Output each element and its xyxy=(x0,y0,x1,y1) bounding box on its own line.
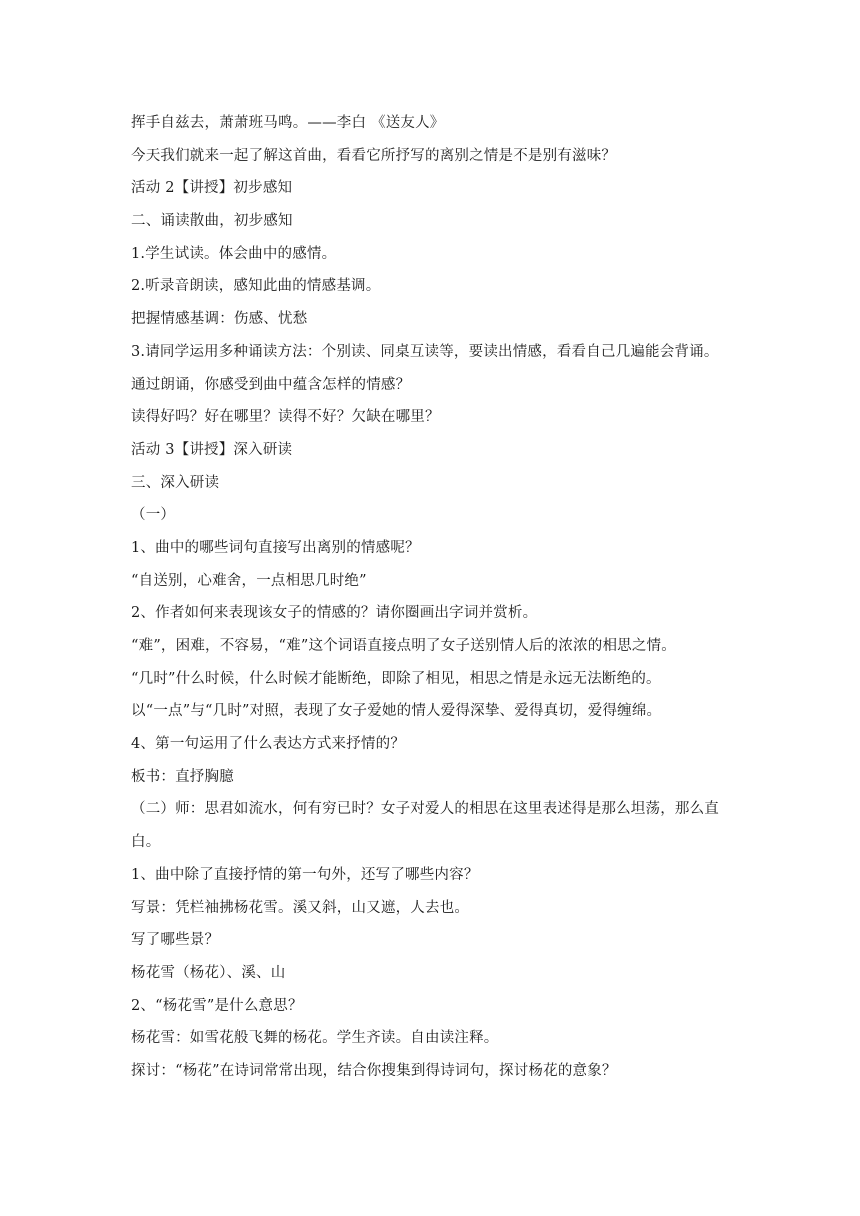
text-line: 杨花雪（杨花）、溪、山 xyxy=(131,964,286,981)
subsection-heading: （一） xyxy=(131,507,176,524)
text-line: 写景：凭栏袖拂杨花雪。溪又斜，山又遮，人去也。 xyxy=(131,899,470,916)
text-line: “几时”什么时候，什么时候才能断绝，即除了相见，相思之情是永远无法断绝的。 xyxy=(131,670,661,687)
text-line: 4、第一句运用了什么表达方式来抒情的？ xyxy=(131,736,406,753)
section-heading: 三、深入研读 xyxy=(131,474,220,491)
text-line: 白。 xyxy=(131,834,161,851)
text-line: 读得好吗？好在哪里？读得不好？欠缺在哪里？ xyxy=(131,409,440,426)
text-line: 探讨：“杨花”在诗词常常出现，结合你搜集到得诗词句，探讨杨花的意象？ xyxy=(131,1062,617,1079)
text-line: 通过朗诵，你感受到曲中蕴含怎样的情感？ xyxy=(131,376,411,393)
text-line: 以“一点”与“几时”对照，表现了女子爱她的情人爱得深挚、爱得真切，爱得缠绵。 xyxy=(131,703,662,720)
activity-heading: 活动 2【讲授】初步感知 xyxy=(131,180,293,197)
text-line: 杨花雪：如雪花般飞舞的杨花。学生齐读。自由读注释。 xyxy=(131,1030,499,1047)
text-line: （二）师：思君如流水，何有穷已时？女子对爱人的相思在这里表述得是那么坦荡，那么直 xyxy=(131,801,719,818)
text-line: 2.听录音朗读，感知此曲的情感基调。 xyxy=(131,278,381,295)
text-line: 2、“杨花雪”是什么意思？ xyxy=(131,997,303,1014)
text-line: “难”，困难，不容易，“难”这个词语直接点明了女子送别情人后的浓浓的相思之情。 xyxy=(131,638,676,654)
activity-heading: 活动 3【讲授】深入研读 xyxy=(131,441,293,458)
document-body xyxy=(131,107,751,1088)
text-line: 3.请同学运用多种诵读方法：个别读、同桌互读等，要读出情感，看看自己几遍能会背诵。 xyxy=(131,343,719,360)
text-line: 写了哪些景？ xyxy=(131,932,220,949)
text-line: 1、曲中的哪些词句直接写出离别的情感呢？ xyxy=(131,539,420,556)
text-line: 板书：直抒胸臆 xyxy=(131,768,234,785)
text-line: 把握情感基调：伤感、忧愁 xyxy=(131,311,308,328)
text-line: 1、曲中除了直接抒情的第一句外，还写了哪些内容？ xyxy=(131,866,479,883)
text-line: 挥手自兹去，萧萧班马鸣。——李白 《送友人》 xyxy=(131,115,445,131)
text-line: 2、作者如何来表现该女子的情感的？请你圈画出字词并赏析。 xyxy=(131,605,538,622)
text-line: 今天我们就来一起了解这首曲，看看它所抒写的离别之情是不是别有滋味？ xyxy=(131,147,617,164)
text-line: 1.学生试读。体会曲中的感情。 xyxy=(131,245,337,262)
text-line: “自送别，心难舍，一点相思几时绝” xyxy=(131,572,367,589)
section-heading: 二、诵读散曲，初步感知 xyxy=(131,213,293,230)
